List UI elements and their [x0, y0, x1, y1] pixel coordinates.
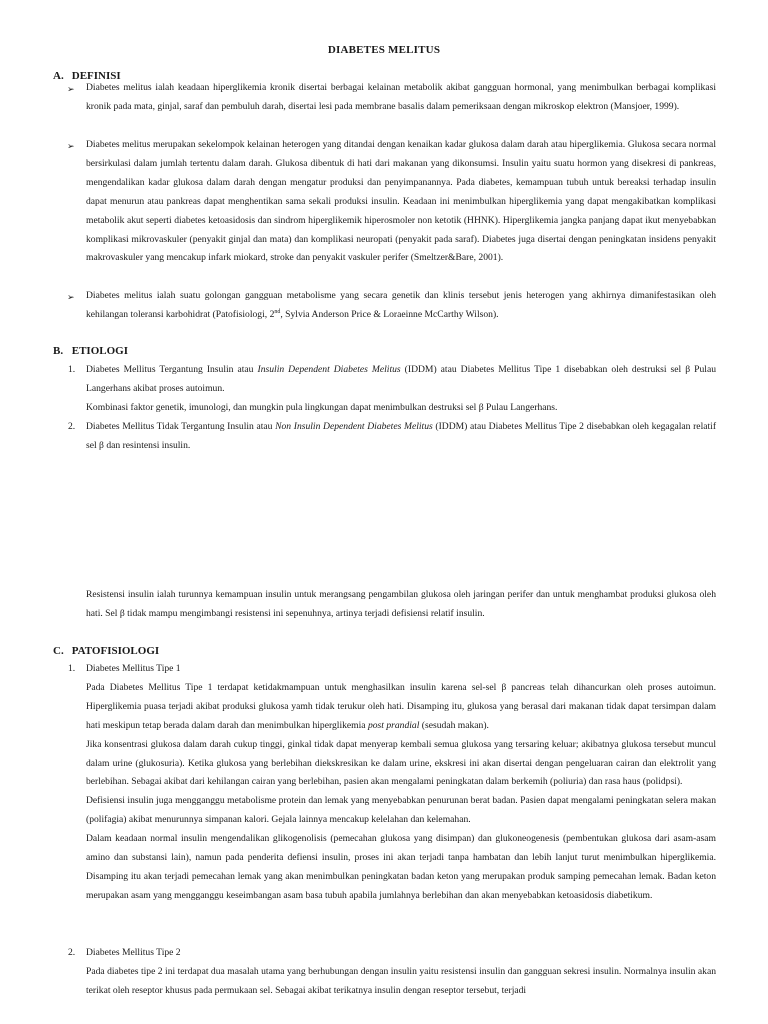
definition-paragraph-1 [86, 79, 716, 117]
text-segment: (IDDM) atau Diabetes Mellitus Tipe 1 disebabkan oleh destruksi sel β Pulau Langerhans akibat proses autoimun. [86, 364, 716, 394]
paragraph-text: Pada diabetes tipe 2 ini terdapat dua masalah utama yang berhubungan dengan insulin yaitu resistensi insulin dan gangguan sekresi insulin. Normalnya insulin akan terikat oleh reseptor khusus pada permukaan sel. Sebagai akibat terikatnya insulin dengan reseptor tersebut, terjadi [86, 965, 716, 996]
italic-term: post prandial [367, 719, 420, 731]
section-letter: A. [53, 70, 64, 82]
paragraph-text [86, 679, 716, 736]
paragraph-text [86, 361, 716, 399]
text-segment: Diabetes Mellitus Tidak Tergantung Insulin atau [86, 421, 276, 432]
superscript: nd [274, 308, 281, 315]
paragraph-text: Diabetes melitus ialah keadaan hiperglikemia kronik disertai berbagai kelainan metabolik akibat gangguan hormonal, yang menimbulkan berbagai komplikasi kronik pada mata, ginjal, saraf dan pembuluh darah, disertai lesi pada membrane basalis dalam pemeriksaan dengan mikroskop elektron (Mansjoer, 1999). [86, 82, 716, 112]
text-segment: , Sylvia Anderson Price & Loraeinne McCarthy Wilson). [280, 308, 499, 320]
list-number: 1. [68, 364, 76, 375]
subheading: Diabetes Mellitus Tipe 1 [86, 663, 181, 674]
paragraph-text [86, 287, 716, 325]
bullet-marker: ➢ [67, 292, 75, 302]
italic-term: Insulin Dependent Diabetes Melitus [257, 364, 401, 375]
section-letter: C. [53, 645, 64, 657]
section-heading-patofisiologi [53, 645, 159, 657]
subheading: Diabetes Mellitus Tipe 2 [86, 947, 181, 958]
paragraph-text: Jika konsentrasi glukosa dalam darah cukup tinggi, ginkal tidak dapat menyerap kembali semua glukosa yang tersaring keluar; akibatnya glukosa tersebut muncul dalam urine (glukosuria). Ketika glukosa yang berlebihan diekskresikan ke dalam urine, ekskresi ini akan disertai dengan pengeluaran cairan dan elektrolit yang berlebihan. Sebagai akibat dari kehilangan cairan yang berlebihan, pasien akan mengalami peningkatan dalam berkemih (poliuria) dan rasa haus (polidpsi). [86, 738, 716, 788]
list-number: 2. [68, 947, 76, 958]
bullet-marker: ➢ [67, 141, 75, 151]
text-segment: (IDDM) atau Diabetes Mellitus Tipe 2 disebabkan oleh kegagalan relatif sel β dan resintensi insulin. [86, 421, 717, 451]
paragraph-text: Dalam keadaan normal insulin mengendalikan glikogenolisis (pemecahan glukosa yang disimpan) dan glukoneogenesis (pembentukan glukosa dari asam-asam amino dan substansi lain), namun pada penderita defiensi insulin, proses ini akan terjadi tanpa hambatan dan lebih lanjut turut menimbulkan hiperglikemia. Disamping itu akan terjadi pemecahan lemak yang akan menimbulkan peningkatan badan keton yang merupakan produk samping pemecahan lemak. Badan keton merupakan asam yang mengganggu keseimbangan asam basa tubuh apabila jumlahnya berlebihan dan akan menyebabkan ketoasidosis diabetikum. [86, 833, 716, 901]
paragraph-text: Defisiensi insulin juga mengganggu metabolisme protein dan lemak yang menyebabkan penurunan berat badan. Pasien dapat mengalami peningkatan selera makan (polifagia) akibat menurunnya simpanan kalori. Gejala lainnya mencakup kelelahan dan kelemahan. [86, 795, 716, 826]
paragraph-text [86, 418, 716, 456]
italic-term: Non Insulin Dependent Diabetes Melitus [275, 421, 433, 432]
list-number: 1. [68, 663, 76, 674]
patofisiologi-item-2 [86, 944, 716, 1001]
etiologi-item-2 [86, 418, 716, 456]
paragraph-text: Kombinasi faktor genetik, imunologi, dan mungkin pula lingkungan dapat menimbulkan destruksi sel β Pulau Langerhans. [86, 401, 558, 413]
paragraph-text: Diabetes melitus merupakan sekelompok kelainan heterogen yang ditandai dengan kenaikan kadar glukosa dalam darah atau hiperglikemia. Glukosa secara normal bersirkulasi dalam jumlah tertentu dalam darah. Glukosa dibentuk di hati dari makanan yang dikonsumsi. Insulin yaitu suatu hormon yang disekresi di pankreas, mengendalikan kadar glukosa dalam darah dengan mengatur produksi dan penyimpanannya. Pada diabetes, kemampuan tubuh untuk bereaksi terhadap insulin dapat menurun atau pankreas dapat menghentikan sama sekali produksi insulin. Keadaan ini menimbulkan hiperglikemia yang dapat mengakibatkan komplikasi metabolik akut seperti diabetes ketoasidosis dan sindrom hiperglikemik hiperosmoler non ketotik (HHNK). Hiperglikemia jangka panjang dapat ikut menyebabkan komplikasi mikrovaskuler (penyakit ginjal dan mata) dan komplikasi neuropati (penyakit pada saraf). Diabetes juga disertai dengan peningkatan insidens penyakit makrovaskuler yang mencakup infark miokard, stroke dan penyakit vaskuler perifer (Smeltzer&Bare, 2001). [86, 139, 716, 264]
text-segment: (sesudah makan). [419, 719, 489, 731]
bullet-marker: ➢ [67, 84, 75, 94]
text-segment: Diabetes melitus ialah suatu golongan gangguan metabolisme yang secara genetik dan klinis tersebut jenis heterogen yang akhirnya dimanifestasikan oleh kehilangan toleransi karbohidrat (Patofisiologi, 2 [86, 290, 716, 320]
definition-paragraph-3 [86, 287, 716, 325]
resistance-paragraph [86, 586, 716, 624]
document-title: DIABETES MELITUS [327, 44, 441, 56]
list-number: 2. [68, 421, 76, 432]
patofisiologi-item-1 [86, 660, 716, 906]
text-segment: Diabetes Mellitus Tergantung Insulin atau [86, 364, 258, 375]
section-title: PATOFISIOLOGI [71, 645, 160, 657]
section-heading-etiologi [53, 345, 128, 357]
section-letter: B. [53, 345, 64, 357]
etiologi-item-1 [86, 361, 716, 418]
section-title: DEFINISI [71, 70, 121, 82]
section-title: ETIOLOGI [71, 345, 128, 357]
paragraph-text: Resistensi insulin ialah turunnya kemampuan insulin untuk merangsang pengambilan glukosa oleh jaringan perifer dan untuk menghambat produksi glukosa oleh hati. Sel β tidak mampu mengimbangi resistensi ini sepenuhnya, artinya terjadi defisiensi relatif insulin. [86, 589, 716, 619]
text-segment: Pada Diabetes Mellitus Tipe 1 terdapat ketidakmampuan untuk menghasilkan insulin karena sel-sel β pancreas telah dihancurkan oleh proses autoimun. Hiperglikemia puasa terjadi akibat produksi glukosa yamh tidak terukur oleh hati. Disamping itu, glukosa yang berasal dari makanan tidak dapat tersimpan dalam hati meskipun tetap berada dalam darah dan menimbulkan hiperglikemia [86, 681, 716, 731]
definition-paragraph-2 [86, 136, 716, 268]
